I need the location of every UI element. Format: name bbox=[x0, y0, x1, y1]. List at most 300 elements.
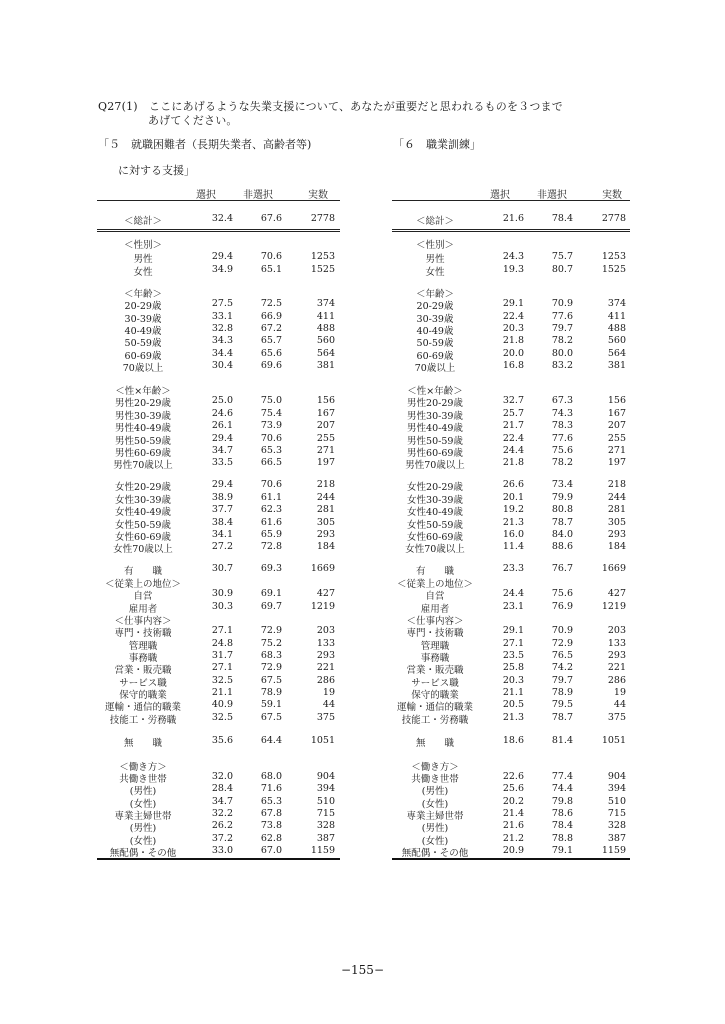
count-value: 387 bbox=[316, 833, 335, 844]
nonselect-value: 77.4 bbox=[551, 771, 573, 782]
nonselect-value: 79.7 bbox=[551, 323, 573, 334]
row-label: 女性70歳以上 bbox=[113, 544, 173, 555]
select-value: 27.5 bbox=[211, 298, 233, 309]
count-value: 218 bbox=[607, 479, 626, 490]
count-value: 293 bbox=[607, 529, 626, 540]
nonselect-value: 83.2 bbox=[551, 360, 573, 371]
select-value: 34.4 bbox=[211, 348, 233, 359]
row-label: 男性40-49歳 bbox=[407, 423, 463, 434]
nonselect-value: 65.6 bbox=[260, 348, 282, 359]
count-value: 305 bbox=[316, 517, 335, 528]
select-value: 11.4 bbox=[502, 541, 524, 552]
count-value: 2778 bbox=[601, 213, 626, 224]
row-label: 技能工・労務職 bbox=[401, 715, 469, 726]
row-label: (男性) bbox=[129, 786, 157, 797]
row-label: 男性70歳以上 bbox=[113, 460, 173, 471]
nonselect-value: 73.4 bbox=[551, 479, 573, 490]
row-label: 男性20-29歳 bbox=[115, 398, 171, 409]
select-value: 34.1 bbox=[211, 529, 233, 540]
nonselect-value: 79.1 bbox=[551, 845, 573, 856]
count-value: 203 bbox=[607, 625, 626, 636]
count-value: 411 bbox=[607, 311, 626, 322]
nonselect-value: 77.6 bbox=[551, 433, 573, 444]
nonselect-value: 66.9 bbox=[260, 311, 282, 322]
select-value: 16.8 bbox=[502, 360, 524, 371]
count-value: 374 bbox=[316, 298, 335, 309]
count-value: 207 bbox=[607, 420, 626, 431]
select-value: 29.1 bbox=[502, 298, 524, 309]
row-label: 女性20-29歳 bbox=[115, 482, 171, 493]
select-value: 27.1 bbox=[211, 662, 233, 673]
select-value: 23.1 bbox=[502, 601, 524, 612]
count-value: 1159 bbox=[310, 845, 335, 856]
select-value: 27.2 bbox=[211, 541, 233, 552]
row-label: 保守的職業 bbox=[119, 690, 167, 701]
nonselect-value: 76.5 bbox=[551, 650, 573, 661]
select-value: 21.6 bbox=[502, 213, 524, 224]
select-value: 20.1 bbox=[502, 492, 524, 503]
count-value: 904 bbox=[607, 771, 626, 782]
nonselect-value: 78.7 bbox=[551, 517, 573, 528]
row-label: 営業・販売職 bbox=[406, 665, 464, 676]
row-label: 専門・技術職 bbox=[114, 628, 172, 639]
count-value: 375 bbox=[607, 712, 626, 723]
row-label: 営業・販売職 bbox=[114, 665, 172, 676]
total-rule bbox=[392, 229, 630, 230]
count-value: 510 bbox=[316, 796, 335, 807]
count-value: 381 bbox=[607, 360, 626, 371]
count-value: 1525 bbox=[601, 264, 626, 275]
count-value: 411 bbox=[316, 311, 335, 322]
row-label: 女性 bbox=[425, 267, 445, 278]
row-label: 雇用者 bbox=[420, 604, 450, 615]
count-value: 305 bbox=[607, 517, 626, 528]
row-label: 60-69歳 bbox=[416, 351, 454, 362]
count-value: 1669 bbox=[601, 563, 626, 574]
select-value: 37.2 bbox=[211, 833, 233, 844]
select-value: 24.4 bbox=[502, 588, 524, 599]
nonselect-value: 70.9 bbox=[551, 625, 573, 636]
count-value: 167 bbox=[607, 408, 626, 419]
nonselect-value: 79.5 bbox=[551, 699, 573, 710]
row-label: ＜年齢＞ bbox=[415, 289, 454, 300]
row-label: ＜総計＞ bbox=[415, 216, 454, 227]
nonselect-value: 67.5 bbox=[260, 712, 282, 723]
nonselect-value: 72.8 bbox=[260, 541, 282, 552]
nonselect-value: 78.9 bbox=[260, 687, 282, 698]
count-value: 488 bbox=[316, 323, 335, 334]
row-label: 女性60-69歳 bbox=[115, 532, 171, 543]
row-label: 男性60-69歳 bbox=[407, 448, 463, 459]
count-value: 293 bbox=[316, 529, 335, 540]
select-value: 30.7 bbox=[211, 563, 233, 574]
select-value: 29.4 bbox=[211, 251, 233, 262]
row-label: ＜性別＞ bbox=[415, 240, 454, 251]
row-label: 管理職 bbox=[128, 641, 158, 652]
row-label: 運輸・通信的職業 bbox=[396, 702, 473, 713]
nonselect-value: 79.8 bbox=[551, 796, 573, 807]
nonselect-value: 66.5 bbox=[260, 457, 282, 468]
select-value: 33.1 bbox=[211, 311, 233, 322]
nonselect-value: 78.7 bbox=[551, 712, 573, 723]
count-value: 564 bbox=[607, 348, 626, 359]
row-label: 自営 bbox=[133, 591, 153, 602]
select-value: 21.4 bbox=[502, 808, 524, 819]
row-label: 男性 bbox=[425, 254, 445, 265]
nonselect-value: 78.2 bbox=[551, 335, 573, 346]
nonselect-value: 78.6 bbox=[551, 808, 573, 819]
row-label: 女性50-59歳 bbox=[407, 520, 463, 531]
select-value: 28.4 bbox=[211, 783, 233, 794]
nonselect-value: 74.4 bbox=[551, 783, 573, 794]
total-rule bbox=[97, 229, 340, 230]
select-value: 27.1 bbox=[502, 638, 524, 649]
select-value: 38.4 bbox=[211, 517, 233, 528]
count-value: 715 bbox=[607, 808, 626, 819]
select-value: 20.3 bbox=[502, 323, 524, 334]
nonselect-value: 70.9 bbox=[551, 298, 573, 309]
row-label: 男性50-59歳 bbox=[115, 436, 171, 447]
col-nonselect-label: 非選択 bbox=[243, 190, 273, 201]
count-value: 255 bbox=[316, 433, 335, 444]
row-label: 無配偶・その他 bbox=[401, 848, 469, 859]
count-value: 207 bbox=[316, 420, 335, 431]
row-label: 男性70歳以上 bbox=[405, 460, 465, 471]
select-value: 20.0 bbox=[502, 348, 524, 359]
count-value: 1253 bbox=[310, 251, 335, 262]
nonselect-value: 69.6 bbox=[260, 360, 282, 371]
nonselect-value: 64.4 bbox=[260, 735, 282, 746]
row-label: 男性60-69歳 bbox=[115, 448, 171, 459]
nonselect-value: 59.1 bbox=[260, 699, 282, 710]
nonselect-value: 74.2 bbox=[551, 662, 573, 673]
total-rule-2 bbox=[97, 231, 340, 232]
nonselect-value: 80.8 bbox=[551, 504, 573, 515]
nonselect-value: 67.3 bbox=[551, 395, 573, 406]
nonselect-value: 79.9 bbox=[551, 492, 573, 503]
select-value: 32.0 bbox=[211, 771, 233, 782]
select-value: 38.9 bbox=[211, 492, 233, 503]
select-value: 23.5 bbox=[502, 650, 524, 661]
row-label: 専業主婦世帯 bbox=[114, 811, 172, 822]
row-label: 無 職 bbox=[123, 738, 162, 749]
count-value: 167 bbox=[316, 408, 335, 419]
row-label: サービス職 bbox=[411, 678, 459, 689]
table-right-title: 「６ 職業訓練」 bbox=[393, 138, 481, 151]
row-label: 20-29歳 bbox=[124, 301, 162, 312]
nonselect-value: 75.6 bbox=[551, 588, 573, 599]
row-label: 共働き世帯 bbox=[411, 774, 459, 785]
row-label: 無 職 bbox=[415, 738, 454, 749]
row-label: (女性) bbox=[421, 836, 449, 847]
row-label: 雇用者 bbox=[128, 604, 158, 615]
count-value: 1219 bbox=[310, 601, 335, 612]
count-value: 244 bbox=[316, 492, 335, 503]
row-label: 20-29歳 bbox=[416, 301, 454, 312]
select-value: 30.9 bbox=[211, 588, 233, 599]
nonselect-value: 70.6 bbox=[260, 479, 282, 490]
row-label: 40-49歳 bbox=[124, 326, 162, 337]
select-value: 25.0 bbox=[211, 395, 233, 406]
select-value: 32.8 bbox=[211, 323, 233, 334]
count-value: 510 bbox=[607, 796, 626, 807]
row-label: (女性) bbox=[129, 799, 157, 810]
row-label: 自営 bbox=[425, 591, 445, 602]
select-value: 21.3 bbox=[502, 517, 524, 528]
row-label: 有 職 bbox=[123, 566, 162, 577]
row-label: 管理職 bbox=[420, 641, 450, 652]
nonselect-value: 78.9 bbox=[551, 687, 573, 698]
count-value: 19 bbox=[613, 687, 626, 698]
select-value: 29.1 bbox=[502, 625, 524, 636]
question-line-1: Q27(1) ここにあげるような失業支援について、あなたが重要だと思われるものを３つまで bbox=[98, 100, 563, 113]
count-value: 133 bbox=[607, 638, 626, 649]
row-label: ＜働き方＞ bbox=[411, 762, 459, 773]
count-value: 218 bbox=[316, 479, 335, 490]
row-label: ＜年齢＞ bbox=[123, 289, 162, 300]
count-value: 255 bbox=[607, 433, 626, 444]
count-value: 1159 bbox=[601, 845, 626, 856]
header-rule bbox=[392, 200, 630, 201]
nonselect-value: 78.4 bbox=[551, 213, 573, 224]
nonselect-value: 84.0 bbox=[551, 529, 573, 540]
row-label: 共働き世帯 bbox=[119, 774, 167, 785]
row-label: 女性30-39歳 bbox=[115, 495, 171, 506]
row-label: (男性) bbox=[421, 786, 449, 797]
select-value: 21.2 bbox=[502, 833, 524, 844]
nonselect-value: 72.9 bbox=[551, 638, 573, 649]
nonselect-value: 79.7 bbox=[551, 675, 573, 686]
count-value: 44 bbox=[322, 699, 335, 710]
select-value: 33.5 bbox=[211, 457, 233, 468]
nonselect-value: 78.2 bbox=[551, 457, 573, 468]
row-label: (女性) bbox=[129, 836, 157, 847]
count-value: 281 bbox=[316, 504, 335, 515]
count-value: 244 bbox=[607, 492, 626, 503]
row-label: 保守的職業 bbox=[411, 690, 459, 701]
row-label: 男性50-59歳 bbox=[407, 436, 463, 447]
select-value: 37.7 bbox=[211, 504, 233, 515]
row-label: 女性40-49歳 bbox=[407, 507, 463, 518]
nonselect-value: 77.6 bbox=[551, 311, 573, 322]
count-value: 286 bbox=[316, 675, 335, 686]
select-value: 32.4 bbox=[211, 213, 233, 224]
nonselect-value: 81.4 bbox=[551, 735, 573, 746]
select-value: 21.6 bbox=[502, 820, 524, 831]
row-label: 女性50-59歳 bbox=[115, 520, 171, 531]
count-value: 427 bbox=[316, 588, 335, 599]
select-value: 32.2 bbox=[211, 808, 233, 819]
nonselect-value: 75.7 bbox=[551, 251, 573, 262]
count-value: 184 bbox=[607, 541, 626, 552]
count-value: 184 bbox=[316, 541, 335, 552]
table-left-title: 「５ 就職困難者（長期失業者、高齢者等) bbox=[98, 138, 312, 151]
nonselect-value: 72.9 bbox=[260, 662, 282, 673]
row-label: サービス職 bbox=[119, 678, 167, 689]
count-value: 564 bbox=[316, 348, 335, 359]
nonselect-value: 75.0 bbox=[260, 395, 282, 406]
count-value: 44 bbox=[613, 699, 626, 710]
count-value: 328 bbox=[316, 820, 335, 831]
nonselect-value: 88.6 bbox=[551, 541, 573, 552]
row-label: ＜性別＞ bbox=[123, 240, 162, 251]
row-label: 運輸・通信的職業 bbox=[104, 702, 181, 713]
select-value: 32.7 bbox=[502, 395, 524, 406]
select-value: 21.3 bbox=[502, 712, 524, 723]
select-value: 34.7 bbox=[211, 445, 233, 456]
select-value: 22.4 bbox=[502, 433, 524, 444]
count-value: 1051 bbox=[601, 735, 626, 746]
row-label: 男性30-39歳 bbox=[115, 411, 171, 422]
select-value: 21.7 bbox=[502, 420, 524, 431]
select-value: 30.3 bbox=[211, 601, 233, 612]
count-value: 2778 bbox=[310, 213, 335, 224]
count-value: 286 bbox=[607, 675, 626, 686]
nonselect-value: 67.0 bbox=[260, 845, 282, 856]
row-label: 30-39歳 bbox=[124, 314, 162, 325]
select-value: 19.3 bbox=[502, 264, 524, 275]
row-label: 事務職 bbox=[420, 653, 450, 664]
select-value: 22.6 bbox=[502, 771, 524, 782]
row-label: 女性 bbox=[133, 267, 153, 278]
row-label: 女性70歳以上 bbox=[405, 544, 465, 555]
count-value: 133 bbox=[316, 638, 335, 649]
select-value: 24.3 bbox=[502, 251, 524, 262]
select-value: 21.8 bbox=[502, 335, 524, 346]
select-value: 16.0 bbox=[502, 529, 524, 540]
nonselect-value: 69.7 bbox=[260, 601, 282, 612]
count-value: 1669 bbox=[310, 563, 335, 574]
row-label: 女性20-29歳 bbox=[407, 482, 463, 493]
col-select-label: 選択 bbox=[196, 190, 216, 201]
nonselect-value: 67.6 bbox=[260, 213, 282, 224]
select-value: 34.3 bbox=[211, 335, 233, 346]
select-value: 29.4 bbox=[211, 433, 233, 444]
row-label: 男性 bbox=[133, 254, 153, 265]
row-label: ＜仕事内容＞ bbox=[406, 616, 464, 627]
row-label: 有 職 bbox=[415, 566, 454, 577]
nonselect-value: 76.9 bbox=[551, 601, 573, 612]
row-label: ＜従業上の地位＞ bbox=[396, 579, 473, 590]
count-value: 156 bbox=[316, 395, 335, 406]
select-value: 19.2 bbox=[502, 504, 524, 515]
col-count-label: 実数 bbox=[602, 190, 622, 201]
nonselect-value: 80.0 bbox=[551, 348, 573, 359]
nonselect-value: 61.1 bbox=[260, 492, 282, 503]
col-count-label: 実数 bbox=[308, 190, 328, 201]
select-value: 35.6 bbox=[211, 735, 233, 746]
col-nonselect-label: 非選択 bbox=[537, 190, 567, 201]
select-value: 24.4 bbox=[502, 445, 524, 456]
select-value: 22.4 bbox=[502, 311, 524, 322]
row-label: ＜仕事内容＞ bbox=[114, 616, 172, 627]
total-rule-2 bbox=[392, 231, 630, 232]
select-value: 32.5 bbox=[211, 675, 233, 686]
nonselect-value: 67.2 bbox=[260, 323, 282, 334]
nonselect-value: 65.7 bbox=[260, 335, 282, 346]
select-value: 26.2 bbox=[211, 820, 233, 831]
count-value: 488 bbox=[607, 323, 626, 334]
row-label: ＜総計＞ bbox=[123, 216, 162, 227]
nonselect-value: 67.8 bbox=[260, 808, 282, 819]
row-label: ＜性×年齢＞ bbox=[115, 386, 171, 397]
select-value: 34.9 bbox=[211, 264, 233, 275]
nonselect-value: 72.5 bbox=[260, 298, 282, 309]
row-label: 技能工・労務職 bbox=[109, 715, 177, 726]
count-value: 221 bbox=[316, 662, 335, 673]
count-value: 156 bbox=[607, 395, 626, 406]
count-value: 1525 bbox=[310, 264, 335, 275]
row-label: 事務職 bbox=[128, 653, 158, 664]
count-value: 203 bbox=[316, 625, 335, 636]
select-value: 27.1 bbox=[211, 625, 233, 636]
count-value: 271 bbox=[607, 445, 626, 456]
row-label: 男性30-39歳 bbox=[407, 411, 463, 422]
select-value: 23.3 bbox=[502, 563, 524, 574]
nonselect-value: 67.5 bbox=[260, 675, 282, 686]
select-value: 34.7 bbox=[211, 796, 233, 807]
count-value: 904 bbox=[316, 771, 335, 782]
select-value: 25.8 bbox=[502, 662, 524, 673]
count-value: 394 bbox=[607, 783, 626, 794]
row-label: 男性40-49歳 bbox=[115, 423, 171, 434]
count-value: 197 bbox=[607, 457, 626, 468]
select-value: 25.6 bbox=[502, 783, 524, 794]
nonselect-value: 69.1 bbox=[260, 588, 282, 599]
nonselect-value: 75.4 bbox=[260, 408, 282, 419]
nonselect-value: 78.8 bbox=[551, 833, 573, 844]
count-value: 387 bbox=[607, 833, 626, 844]
count-value: 375 bbox=[316, 712, 335, 723]
select-value: 29.4 bbox=[211, 479, 233, 490]
count-value: 328 bbox=[607, 820, 626, 831]
count-value: 197 bbox=[316, 457, 335, 468]
nonselect-value: 65.9 bbox=[260, 529, 282, 540]
nonselect-value: 62.3 bbox=[260, 504, 282, 515]
nonselect-value: 75.6 bbox=[551, 445, 573, 456]
count-value: 221 bbox=[607, 662, 626, 673]
select-value: 20.5 bbox=[502, 699, 524, 710]
select-value: 21.8 bbox=[502, 457, 524, 468]
count-value: 271 bbox=[316, 445, 335, 456]
nonselect-value: 68.0 bbox=[260, 771, 282, 782]
row-label: (男性) bbox=[129, 823, 157, 834]
question-line-2: あげてください。 bbox=[148, 114, 238, 127]
select-value: 24.8 bbox=[211, 638, 233, 649]
row-label: 50-59歳 bbox=[124, 338, 162, 349]
select-value: 21.1 bbox=[211, 687, 233, 698]
nonselect-value: 73.8 bbox=[260, 820, 282, 831]
table-left-subtitle: に対する支援」 bbox=[118, 164, 195, 177]
select-value: 25.7 bbox=[502, 408, 524, 419]
nonselect-value: 71.6 bbox=[260, 783, 282, 794]
count-value: 560 bbox=[607, 335, 626, 346]
row-label: 50-59歳 bbox=[416, 338, 454, 349]
nonselect-value: 65.3 bbox=[260, 445, 282, 456]
select-value: 26.6 bbox=[502, 479, 524, 490]
row-label: 60-69歳 bbox=[124, 351, 162, 362]
select-value: 20.9 bbox=[502, 845, 524, 856]
count-value: 381 bbox=[316, 360, 335, 371]
nonselect-value: 80.7 bbox=[551, 264, 573, 275]
row-label: 男性20-29歳 bbox=[407, 398, 463, 409]
select-value: 31.7 bbox=[211, 650, 233, 661]
row-label: ＜働き方＞ bbox=[119, 762, 167, 773]
row-label: 専門・技術職 bbox=[406, 628, 464, 639]
col-select-label: 選択 bbox=[490, 190, 510, 201]
row-label: 専業主婦世帯 bbox=[406, 811, 464, 822]
select-value: 20.3 bbox=[502, 675, 524, 686]
